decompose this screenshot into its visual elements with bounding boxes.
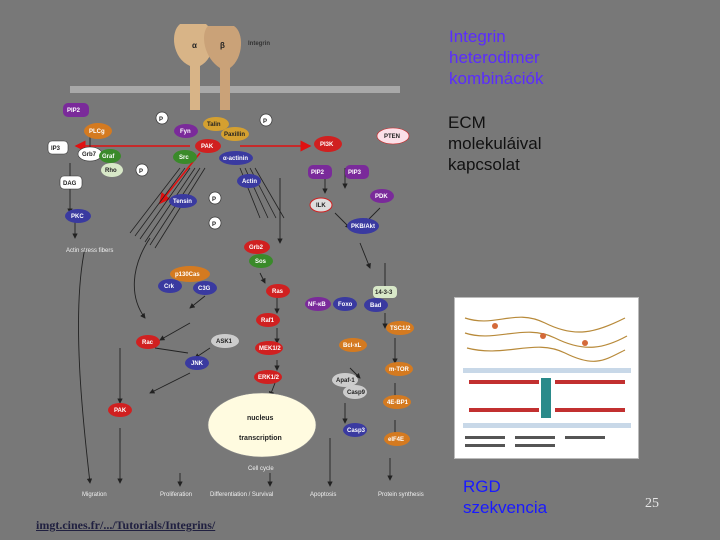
- node-casp3: [343, 423, 367, 437]
- svg-text:P: P: [159, 117, 164, 123]
- outcome-labels: [82, 492, 424, 498]
- svg-text:m-TOR: m-TOR: [389, 367, 409, 373]
- svg-text:ILK: ILK: [316, 203, 326, 209]
- pathway-svg: [40, 18, 450, 503]
- actin-stress-fibers: [130, 168, 284, 248]
- node-c3g: [193, 281, 217, 295]
- node-grb2: [244, 240, 270, 254]
- svg-text:PLCg: PLCg: [89, 129, 105, 135]
- page-number: 25: [645, 496, 659, 511]
- node-rho: [101, 163, 123, 177]
- node-mtor: [385, 362, 413, 376]
- svg-text:14-3-3: 14-3-3: [375, 290, 393, 296]
- cell-cycle-label: Cell cycle: [248, 466, 274, 472]
- node-14-3-3: [373, 286, 397, 298]
- svg-text:Bad: Bad: [370, 303, 382, 309]
- svg-text:P: P: [212, 222, 217, 228]
- svg-text:NF-κB: NF-κB: [308, 302, 326, 308]
- node-graf: [99, 149, 121, 163]
- cell-membrane: [70, 86, 400, 93]
- svg-text:PIP2: PIP2: [311, 170, 325, 176]
- svg-text:Crk: Crk: [164, 284, 175, 290]
- node-pip2: [308, 165, 332, 179]
- node-4ebp1: [383, 395, 411, 409]
- node-pten: [377, 128, 409, 144]
- integrin-title: [449, 26, 544, 89]
- svg-text:p130Cas: p130Cas: [175, 272, 200, 278]
- svg-text:Tensin: Tensin: [173, 199, 192, 205]
- svg-text:Paxillin: Paxillin: [224, 132, 246, 138]
- node-talin: [203, 117, 229, 131]
- integrin-label: Integrin: [248, 41, 270, 47]
- node-pkc: [65, 209, 91, 223]
- node-mek: [255, 341, 283, 355]
- nucleus: [208, 393, 316, 457]
- svg-text:PAK: PAK: [201, 144, 214, 150]
- svg-text:PDK: PDK: [375, 194, 388, 200]
- outcome-protein-synthesis: Protein synthesis: [378, 492, 424, 498]
- svg-text:PAK: PAK: [114, 408, 127, 414]
- svg-text:nucleus: nucleus: [247, 415, 274, 422]
- node-ras: [266, 284, 290, 298]
- svg-text:α-actinin: α-actinin: [223, 156, 249, 162]
- svg-text:PI3K: PI3K: [320, 142, 334, 148]
- rgd-title-line-1: RGD: [463, 477, 501, 496]
- rgd-title: [463, 476, 547, 518]
- node-fyn: [174, 124, 198, 138]
- node-paxillin: [221, 127, 249, 141]
- svg-text:PTEN: PTEN: [384, 134, 401, 140]
- svg-text:Talin: Talin: [207, 122, 221, 128]
- node-bad: [364, 298, 388, 312]
- rgd-title-line-2: szekvencia: [463, 498, 548, 517]
- node-bclxl: [339, 338, 367, 352]
- node-raf1: [256, 313, 280, 327]
- svg-text:C3G: C3G: [198, 286, 211, 292]
- svg-text:PKC: PKC: [71, 214, 84, 220]
- svg-text:transcription: transcription: [239, 435, 282, 442]
- svg-text:DAG: DAG: [63, 181, 77, 187]
- svg-text:Rac: Rac: [142, 340, 154, 346]
- svg-text:PIP3: PIP3: [348, 170, 362, 176]
- node-jnk: [185, 356, 209, 370]
- svg-text:eIF4E: eIF4E: [388, 437, 405, 443]
- node-tensin: [169, 194, 197, 208]
- ecm-title: [448, 112, 542, 175]
- outcome-differentiation: Differentiation / Survival: [210, 492, 274, 498]
- node-apaf: [332, 373, 358, 387]
- node-pdk: [370, 189, 394, 203]
- ecm-title-line-1: ECM: [448, 113, 486, 132]
- svg-text:Casp9: Casp9: [347, 390, 366, 396]
- node-erk: [254, 370, 282, 384]
- svg-text:Graf: Graf: [102, 154, 115, 160]
- svg-text:P: P: [263, 119, 268, 125]
- svg-text:P: P: [139, 169, 144, 175]
- svg-text:Casp3: Casp3: [347, 428, 366, 434]
- node-actinin: [219, 151, 253, 165]
- svg-text:IP3: IP3: [51, 146, 61, 152]
- svg-text:Grb2: Grb2: [249, 245, 264, 251]
- node-tsc: [386, 321, 414, 335]
- svg-text:Src: Src: [179, 155, 189, 161]
- outcome-proliferation: Proliferation: [160, 492, 193, 498]
- integrin-title-line-1: Integrin: [449, 27, 506, 46]
- node-pak-lower: [108, 403, 132, 417]
- svg-text:Fyn: Fyn: [180, 129, 191, 135]
- svg-text:Bcl-xL: Bcl-xL: [343, 343, 362, 349]
- node-actin: [237, 174, 261, 188]
- node-foxo: [333, 297, 357, 311]
- svg-text:Ras: Ras: [272, 289, 284, 295]
- svg-text:JNK: JNK: [191, 361, 204, 367]
- svg-text:Grb7: Grb7: [82, 152, 97, 158]
- ecm-title-line-3: kapcsolat: [448, 155, 520, 174]
- svg-text:Foxo: Foxo: [338, 302, 353, 308]
- stress-fibers-label: Actin stress fibers: [66, 248, 114, 254]
- svg-text:ERK1/2: ERK1/2: [258, 375, 280, 381]
- svg-text:TSC1/2: TSC1/2: [390, 326, 411, 332]
- svg-text:MEK1/2: MEK1/2: [259, 346, 281, 352]
- node-src: [173, 150, 197, 164]
- ecm-structure-figure: [454, 297, 639, 459]
- node-pak: [195, 139, 221, 153]
- node-dag: [60, 176, 82, 189]
- node-rac: [136, 335, 160, 349]
- alpha-label: α: [192, 41, 197, 50]
- outcome-apoptosis: Apoptosis: [310, 492, 337, 498]
- node-eif4e: [384, 432, 410, 446]
- node-pkb: [347, 218, 379, 234]
- node-ask1: [211, 334, 239, 348]
- beta-label: β: [220, 41, 225, 50]
- source-link[interactable]: imgt.cines.fr/.../Tutorials/Integrins/: [36, 518, 216, 532]
- node-casp9: [343, 385, 367, 399]
- node-p130cas: [170, 266, 210, 282]
- node-pi3k: [314, 136, 342, 152]
- svg-text:4E-BP1: 4E-BP1: [387, 400, 409, 406]
- svg-text:P: P: [212, 197, 217, 203]
- svg-text:Sos: Sos: [255, 259, 267, 265]
- node-ip3: [48, 141, 68, 154]
- node-nfkb: [305, 297, 331, 311]
- node-pip3: [345, 165, 369, 179]
- node-pip2-top: [63, 103, 89, 117]
- node-ilk: [310, 198, 332, 212]
- node-sos: [249, 254, 273, 268]
- node-grb7: [78, 147, 102, 161]
- node-crk: [158, 279, 182, 293]
- ecm-title-line-2: molekuláival: [448, 134, 542, 153]
- svg-text:PKB/Akt: PKB/Akt: [351, 224, 376, 230]
- svg-text:Rho: Rho: [105, 168, 117, 174]
- integrin-signaling-diagram: [40, 18, 450, 503]
- svg-text:Apaf-1: Apaf-1: [336, 378, 355, 384]
- svg-text:Raf1: Raf1: [261, 318, 275, 324]
- svg-text:ASK1: ASK1: [216, 339, 233, 345]
- node-plcg: [84, 123, 112, 139]
- svg-text:Actin: Actin: [242, 179, 257, 185]
- integrin-title-line-3: kombinációk: [449, 69, 544, 88]
- integrin-heterodimer: [174, 24, 270, 110]
- svg-text:PIP2: PIP2: [67, 108, 81, 114]
- integrin-title-line-2: heterodimer: [449, 48, 540, 67]
- outcome-migration: Migration: [82, 492, 107, 498]
